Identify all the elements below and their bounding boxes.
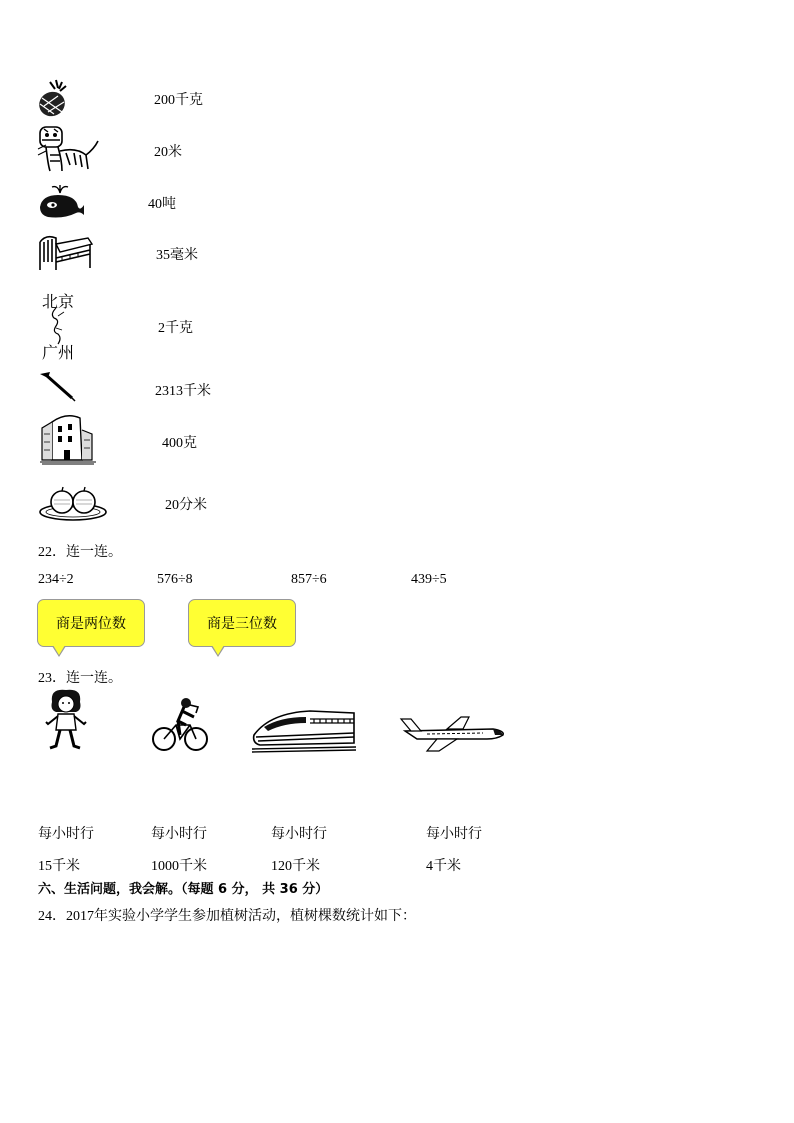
airplane-icon — [397, 713, 507, 753]
bed-icon — [36, 228, 94, 272]
match-value-7: 400克 — [162, 436, 197, 451]
bubble-two-digit-quotient[interactable] — [37, 599, 145, 647]
q23-speed-label-2: 每小时行 — [151, 826, 207, 842]
q22-title: 22．连一连。 — [38, 545, 122, 560]
q23-title: 23．连一连。 — [38, 671, 122, 686]
q22-expression-4: 439÷5 — [411, 572, 447, 587]
cyclist-icon — [150, 695, 210, 753]
q24-text: 24．2017年实验小学学生参加植树活动，植树棵数统计如下： — [38, 909, 416, 924]
q23-speed-label-3: 每小时行 — [271, 826, 327, 842]
whale-icon — [36, 183, 86, 219]
match-value-1: 200千克 — [154, 93, 203, 108]
bubble-three-digit-quotient[interactable] — [188, 599, 296, 647]
q23-speed-3: 120千米 — [271, 859, 320, 874]
q22-expression-3: 857÷6 — [291, 572, 327, 587]
q22-expression-2: 576÷8 — [157, 572, 193, 587]
map-label-beijing: 北京 — [42, 292, 75, 311]
nail-icon — [38, 370, 78, 402]
q23-speed-label-1: 每小时行 — [38, 826, 94, 842]
child-walking-icon — [42, 688, 90, 752]
q23-speed-label-4: 每小时行 — [426, 826, 482, 842]
tiger-icon — [36, 125, 102, 173]
pineapple-icon — [36, 78, 72, 118]
q23-speed-4: 4千米 — [426, 859, 461, 874]
apples-plate-icon — [38, 482, 108, 522]
building-icon — [38, 410, 98, 466]
match-value-8: 20分米 — [165, 498, 207, 513]
match-value-2: 20米 — [154, 145, 182, 160]
q23-speed-1: 15千米 — [38, 859, 80, 874]
section-heading: 六、生活问题，我会解。（每题 6 分， 共 36 分） — [38, 882, 329, 897]
match-value-6: 2313千米 — [155, 384, 211, 399]
q22-expression-1: 234÷2 — [38, 572, 74, 587]
match-value-3: 40吨 — [148, 197, 176, 212]
match-value-4: 35毫米 — [156, 248, 198, 263]
train-icon — [250, 705, 358, 753]
bubble-label: 商是两位数 — [56, 616, 126, 632]
map-label-guangzhou: 广州 — [42, 343, 75, 362]
q23-speed-2: 1000千米 — [151, 859, 207, 874]
match-value-5: 2千克 — [158, 321, 193, 336]
bubble-label: 商是三位数 — [207, 616, 277, 632]
